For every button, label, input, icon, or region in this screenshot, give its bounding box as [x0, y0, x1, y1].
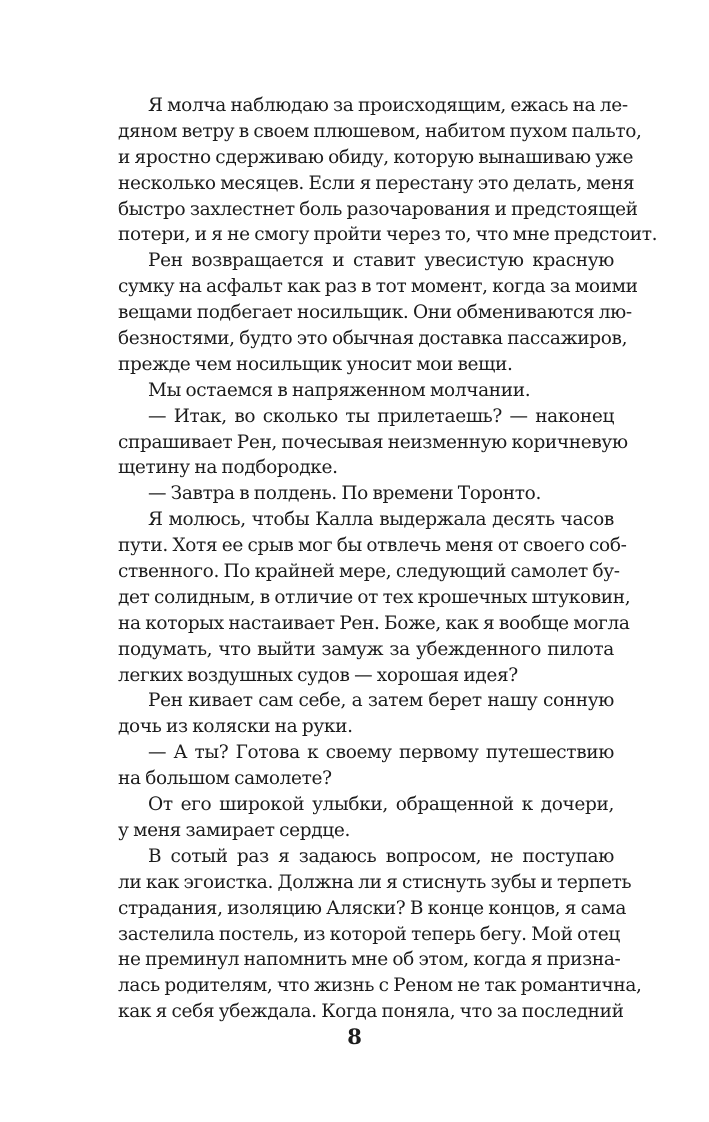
- text-line: дет солидным, в отличие от тех крошечных штуковин,: [118, 586, 631, 608]
- text-line: Мы остаемся в напряженном молчании.: [148, 379, 531, 401]
- text-line: и яростно сдерживаю обиду, которую вынашиваю уже: [118, 146, 634, 168]
- text-line: на которых настаивает Рен. Боже, как я вообще могла: [118, 612, 630, 634]
- text-line: — Итак, во сколько ты прилетаешь? — наконец: [148, 405, 614, 427]
- text-line: как я себя убеждала. Когда поняла, что за последний: [118, 1001, 624, 1023]
- text-line: потери, и я не смогу пройти через то, что мне предстоит.: [118, 224, 658, 246]
- text-line: дочь из коляски на руки.: [118, 716, 353, 738]
- text-line: лась родителям, что жизнь с Реном не так романтична,: [118, 975, 642, 997]
- text-line: прежде чем носильщик уносит мои вещи.: [118, 353, 513, 375]
- text-line: Рен кивает сам себе, а затем берет нашу сонную: [148, 690, 614, 712]
- text-line: страдания, изоляцию Аляски? В конце концов, я сама: [118, 897, 626, 919]
- text-line: спрашивает Рен, почесывая неизменную коричневую: [118, 431, 628, 453]
- text-line: От его широкой улыбки, обращенной к дочери,: [148, 794, 614, 816]
- text-line: застелила постель, из которой теперь бегу. Мой отец: [118, 923, 620, 945]
- text-line: щетину на подбородке.: [118, 457, 338, 479]
- text-line: несколько месяцев. Если я перестану это делать, меня: [118, 172, 635, 194]
- text-line: Я молюсь, чтобы Калла выдержала десять часов: [148, 509, 614, 531]
- text-line: — Завтра в полдень. По времени Торонто.: [148, 483, 541, 505]
- text-line: Рен возвращается и ставит увесистую красную: [148, 250, 614, 272]
- text-line: не преминул напомнить мне об этом, когда я призна-: [118, 949, 621, 971]
- text-line: на большом самолете?: [118, 768, 332, 790]
- text-line: быстро захлестнет боль разочарования и предстоящей: [118, 198, 638, 220]
- text-line: — А ты? Готова к своему первому путешествию: [148, 742, 614, 764]
- text-line: ственного. По крайней мере, следующий самолет бу-: [118, 561, 620, 583]
- text-line: вещами подбегает носильщик. Они обмениваются лю-: [118, 302, 632, 324]
- text-line: В сотый раз я задаюсь вопросом, не поступаю: [148, 845, 614, 867]
- text-line: Я молча наблюдаю за происходящим, ежась на ле-: [148, 95, 628, 116]
- text-line: пути. Хотя ее срыв мог бы отвлечь меня от своего соб-: [118, 535, 627, 557]
- page-text-block: [118, 93, 658, 1025]
- text-line: легких воздушных судов — хорошая идея?: [118, 664, 518, 686]
- text-line: дяном ветру в своем плюшевом, набитом пухом пальто,: [118, 120, 642, 142]
- text-line: ли как эгоистка. Должна ли я стиснуть зубы и терпеть: [118, 871, 632, 893]
- text-line: подумать, что выйти замуж за убежденного пилота: [118, 638, 614, 660]
- text-line: безностями, будто это обычная доставка пассажиров,: [118, 328, 628, 350]
- text-line: у меня замирает сердце.: [118, 819, 350, 841]
- text-line: сумку на асфальт как раз в тот момент, когда за моими: [118, 276, 638, 298]
- page-number: 8: [347, 1024, 362, 1049]
